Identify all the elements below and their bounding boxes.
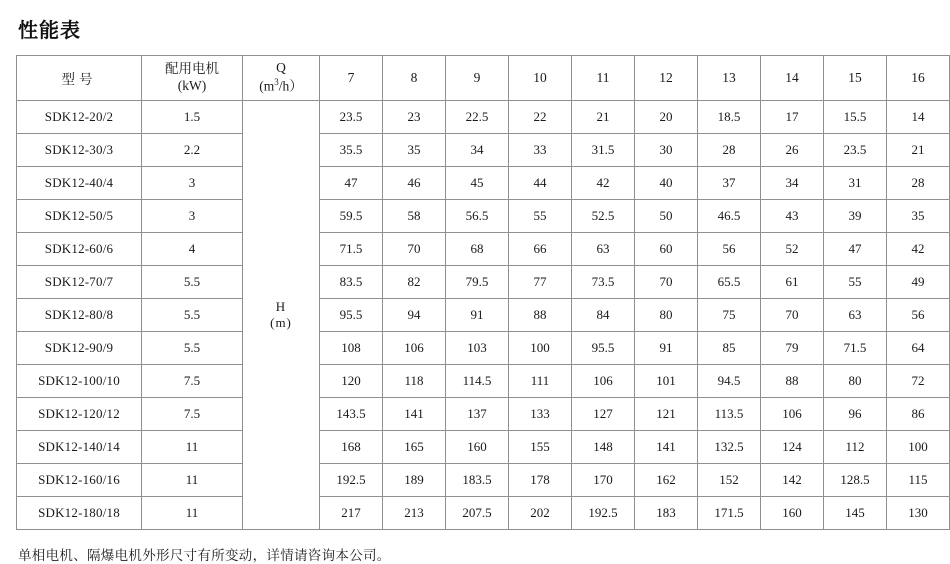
cell-model: SDK12-20/2 (17, 101, 142, 134)
cell-head: 14 (887, 101, 950, 134)
cell-model: SDK12-60/6 (17, 233, 142, 266)
table-row (17, 200, 950, 233)
cell-head: 213 (383, 497, 446, 530)
header-flow-8: 8 (383, 56, 446, 101)
cell-head: 160 (761, 497, 824, 530)
header-flow-13: 13 (698, 56, 761, 101)
cell-model: SDK12-80/8 (17, 299, 142, 332)
header-q-unit-sup: 3 (274, 77, 279, 88)
cell-motor: 11 (142, 431, 243, 464)
cell-head: 91 (446, 299, 509, 332)
cell-head: 15.5 (824, 101, 887, 134)
cell-head: 112 (824, 431, 887, 464)
cell-head: 106 (761, 398, 824, 431)
cell-head: 100 (509, 332, 572, 365)
table-body (17, 101, 950, 530)
cell-head: 85 (698, 332, 761, 365)
cell-head: 84 (572, 299, 635, 332)
cell-motor: 5.5 (142, 266, 243, 299)
cell-head: 20 (635, 101, 698, 134)
cell-head: 44 (509, 167, 572, 200)
cell-motor: 7.5 (142, 398, 243, 431)
cell-motor: 11 (142, 497, 243, 530)
cell-head: 52.5 (572, 200, 635, 233)
cell-head: 83.5 (320, 266, 383, 299)
header-h-symbol: H (275, 298, 287, 314)
cell-head: 148 (572, 431, 635, 464)
cell-head: 47 (320, 167, 383, 200)
cell-head: 73.5 (572, 266, 635, 299)
cell-head: 111 (509, 365, 572, 398)
cell-head: 80 (824, 365, 887, 398)
table-row (17, 101, 950, 134)
cell-head: 145 (824, 497, 887, 530)
cell-model: SDK12-160/16 (17, 464, 142, 497)
cell-head: 192.5 (320, 464, 383, 497)
cell-head: 28 (698, 134, 761, 167)
table-row (17, 233, 950, 266)
cell-head: 168 (320, 431, 383, 464)
cell-head: 155 (509, 431, 572, 464)
cell-head: 23.5 (320, 101, 383, 134)
cell-head: 28 (887, 167, 950, 200)
cell-head: 46.5 (698, 200, 761, 233)
cell-head: 21 (572, 101, 635, 134)
header-q-unit-pre: (m (259, 78, 275, 94)
cell-motor: 5.5 (142, 332, 243, 365)
cell-head: 35 (887, 200, 950, 233)
table-header-row (17, 56, 950, 101)
cell-head: 65.5 (698, 266, 761, 299)
cell-head: 95.5 (320, 299, 383, 332)
cell-model: SDK12-30/3 (17, 134, 142, 167)
cell-head: 70 (383, 233, 446, 266)
cell-head: 94.5 (698, 365, 761, 398)
cell-head: 35.5 (320, 134, 383, 167)
cell-head: 80 (635, 299, 698, 332)
cell-head: 50 (635, 200, 698, 233)
cell-head: 34 (761, 167, 824, 200)
cell-head: 70 (761, 299, 824, 332)
cell-head: 82 (383, 266, 446, 299)
header-motor-line1: 配用电机 (165, 61, 219, 77)
header-q-unit (245, 77, 317, 95)
header-flow-15: 15 (824, 56, 887, 101)
cell-head: 142 (761, 464, 824, 497)
cell-motor: 3 (142, 200, 243, 233)
table-row (17, 398, 950, 431)
cell-head: 120 (320, 365, 383, 398)
cell-head: 113.5 (698, 398, 761, 431)
cell-head: 132.5 (698, 431, 761, 464)
cell-head: 23.5 (824, 134, 887, 167)
cell-head: 162 (635, 464, 698, 497)
cell-model: SDK12-70/7 (17, 266, 142, 299)
cell-head: 95.5 (572, 332, 635, 365)
cell-head: 192.5 (572, 497, 635, 530)
cell-head: 160 (446, 431, 509, 464)
table-row (17, 266, 950, 299)
cell-head: 94 (383, 299, 446, 332)
footnote: 单相电机、隔爆电机外形尺寸有所变动，详情请咨询本公司。 (18, 548, 391, 563)
cell-head: 63 (572, 233, 635, 266)
cell-head: 141 (383, 398, 446, 431)
cell-head: 17 (761, 101, 824, 134)
cell-head: 152 (698, 464, 761, 497)
cell-head: 189 (383, 464, 446, 497)
header-q-symbol: Q (276, 60, 286, 76)
cell-head: 47 (824, 233, 887, 266)
cell-head: 52 (761, 233, 824, 266)
cell-head: 207.5 (446, 497, 509, 530)
cell-head: 127 (572, 398, 635, 431)
cell-head: 45 (446, 167, 509, 200)
cell-head: 101 (635, 365, 698, 398)
cell-head: 202 (509, 497, 572, 530)
cell-motor: 11 (142, 464, 243, 497)
cell-motor: 1.5 (142, 101, 243, 134)
cell-head: 43 (761, 200, 824, 233)
cell-head: 37 (698, 167, 761, 200)
cell-head: 56 (887, 299, 950, 332)
cell-model: SDK12-100/10 (17, 365, 142, 398)
cell-head: 217 (320, 497, 383, 530)
cell-motor: 2.2 (142, 134, 243, 167)
cell-head: 75 (698, 299, 761, 332)
cell-head: 183.5 (446, 464, 509, 497)
cell-head: 124 (761, 431, 824, 464)
cell-head: 71.5 (320, 233, 383, 266)
cell-head: 46 (383, 167, 446, 200)
cell-head: 103 (446, 332, 509, 365)
cell-model: SDK12-90/9 (17, 332, 142, 365)
table-row (17, 365, 950, 398)
cell-model: SDK12-180/18 (17, 497, 142, 530)
cell-head: 79.5 (446, 266, 509, 299)
cell-head: 60 (635, 233, 698, 266)
cell-head: 115 (887, 464, 950, 497)
cell-head: 56.5 (446, 200, 509, 233)
cell-head: 59.5 (320, 200, 383, 233)
cell-head: 34 (446, 134, 509, 167)
cell-head: 22 (509, 101, 572, 134)
header-model: 型号 (17, 56, 142, 101)
cell-head: 106 (383, 332, 446, 365)
cell-model: SDK12-40/4 (17, 167, 142, 200)
cell-model: SDK12-120/12 (17, 398, 142, 431)
cell-head: 121 (635, 398, 698, 431)
table-row (17, 167, 950, 200)
cell-head: 64 (887, 332, 950, 365)
cell-head: 31.5 (572, 134, 635, 167)
header-motor (142, 56, 243, 101)
cell-head: 18.5 (698, 101, 761, 134)
header-head-unit (243, 101, 320, 530)
cell-head: 128.5 (824, 464, 887, 497)
header-flow-12: 12 (635, 56, 698, 101)
cell-head: 178 (509, 464, 572, 497)
cell-head: 77 (509, 266, 572, 299)
cell-head: 42 (572, 167, 635, 200)
cell-head: 88 (509, 299, 572, 332)
cell-head: 39 (824, 200, 887, 233)
cell-head: 49 (887, 266, 950, 299)
cell-head: 72 (887, 365, 950, 398)
cell-head: 141 (635, 431, 698, 464)
header-flow-14: 14 (761, 56, 824, 101)
table-row (17, 332, 950, 365)
table-header (17, 56, 950, 101)
header-q-unit-post: /h） (278, 78, 303, 94)
cell-head: 21 (887, 134, 950, 167)
table-row (17, 134, 950, 167)
cell-head: 66 (509, 233, 572, 266)
cell-head: 118 (383, 365, 446, 398)
cell-head: 42 (887, 233, 950, 266)
cell-head: 133 (509, 398, 572, 431)
cell-head: 100 (887, 431, 950, 464)
cell-head: 114.5 (446, 365, 509, 398)
cell-head: 56 (698, 233, 761, 266)
cell-head: 71.5 (824, 332, 887, 365)
cell-model: SDK12-140/14 (17, 431, 142, 464)
header-motor-line2: (kW) (177, 78, 207, 93)
cell-model: SDK12-50/5 (17, 200, 142, 233)
cell-head: 70 (635, 266, 698, 299)
cell-head: 170 (572, 464, 635, 497)
table-row (17, 464, 950, 497)
cell-head: 30 (635, 134, 698, 167)
cell-head: 61 (761, 266, 824, 299)
table-row (17, 431, 950, 464)
header-flow-16: 16 (887, 56, 950, 101)
cell-head: 165 (383, 431, 446, 464)
cell-head: 88 (761, 365, 824, 398)
header-flow-7: 7 (320, 56, 383, 101)
cell-head: 143.5 (320, 398, 383, 431)
cell-head: 63 (824, 299, 887, 332)
header-flow-9: 9 (446, 56, 509, 101)
cell-head: 171.5 (698, 497, 761, 530)
cell-head: 108 (320, 332, 383, 365)
cell-head: 26 (761, 134, 824, 167)
cell-head: 55 (824, 266, 887, 299)
cell-head: 91 (635, 332, 698, 365)
cell-head: 79 (761, 332, 824, 365)
cell-head: 130 (887, 497, 950, 530)
cell-head: 31 (824, 167, 887, 200)
cell-head: 183 (635, 497, 698, 530)
table-row (17, 497, 950, 530)
header-flow-11: 11 (572, 56, 635, 101)
cell-head: 58 (383, 200, 446, 233)
cell-head: 35 (383, 134, 446, 167)
performance-table (16, 55, 950, 530)
cell-head: 68 (446, 233, 509, 266)
header-h-unit: (m) (270, 315, 292, 330)
cell-motor: 4 (142, 233, 243, 266)
cell-head: 23 (383, 101, 446, 134)
table-row (17, 299, 950, 332)
cell-head: 22.5 (446, 101, 509, 134)
cell-head: 55 (509, 200, 572, 233)
cell-motor: 5.5 (142, 299, 243, 332)
cell-head: 33 (509, 134, 572, 167)
cell-head: 86 (887, 398, 950, 431)
cell-head: 40 (635, 167, 698, 200)
page-title: 性能表 (18, 20, 81, 42)
cell-head: 137 (446, 398, 509, 431)
header-flow-10: 10 (509, 56, 572, 101)
cell-motor: 3 (142, 167, 243, 200)
cell-motor: 7.5 (142, 365, 243, 398)
cell-head: 96 (824, 398, 887, 431)
header-flow-unit (243, 56, 320, 101)
cell-head: 106 (572, 365, 635, 398)
